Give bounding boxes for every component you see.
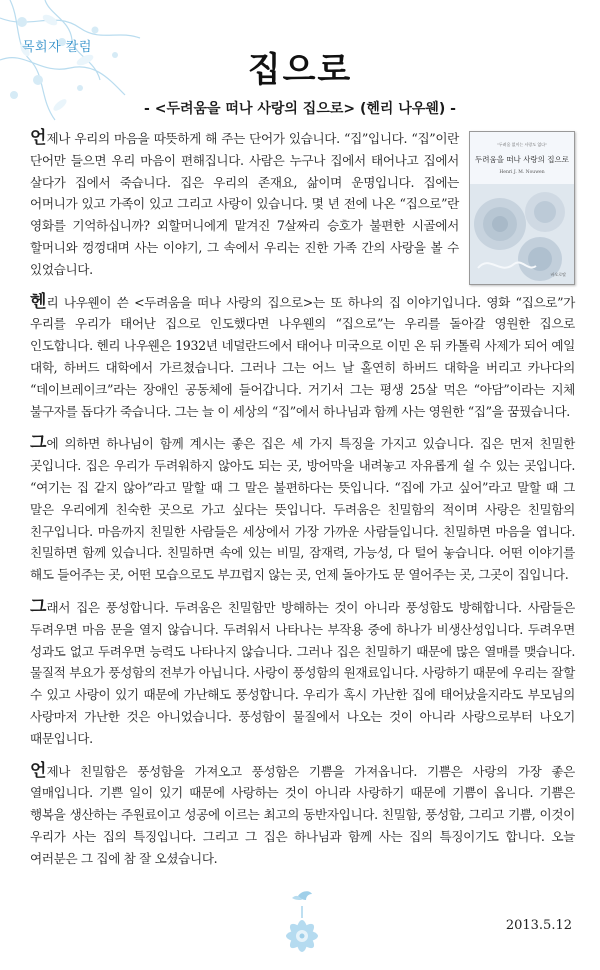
page-title: 집으로 — [247, 50, 353, 90]
article-paragraph — [30, 433, 575, 586]
column-date: 2013.5.12 — [505, 918, 572, 933]
book-cover-title: 두려움을 떠나 사랑의 집으로 — [474, 155, 570, 164]
book-cover-publisher: 바오로딸 — [550, 272, 566, 277]
column-category-label: 목회자 칼럼 — [22, 40, 92, 55]
paragraph-initial: 그 — [30, 596, 47, 617]
article-paragraph — [30, 597, 575, 750]
paragraph-initial: 언 — [30, 128, 47, 148]
bird-flower-ornament — [262, 888, 342, 970]
paragraph-text: 제나 우리의 마음을 따뜻하게 해 주는 단어가 있습니다. “집”입니다. “집”이란 단어만 들으면 우리 마음이 편해집니다. 사람은 누구나 집에서 태어나고 집에서 살다가 집에서 죽습니다. 집은 우리의 존재요, 삶이며 운명입니다. 집에는 어머니가 있고 가족이 있고 그리고 사랑이 있습니다. 몇 년 전에 나온 “집으로”란 영화를 기억하십니까? 외할머니에게 맡겨진 7살짜리 승호가 불편한 시골에서 할머니와 껑껑대며 사는 이야기, 그 속에서 우리는 진한 가족 간의 사랑을 볼 수 있었습니다. — [30, 131, 459, 277]
paragraph-text: 래서 집은 풍성합니다. 두려움은 친밀함만 방해하는 것이 아니라 풍성함도 방해합니다. 사람들은 두려우면 마음 문을 열지 않습니다. 두려워서 나타나는 부작용 중에 하나가 비생산성입니다. 두려우면 성과도 없고 두려우면 능력도 나타나지 않습니다. 그러나 집은 친밀하기 때문에 많은 열매를 맺습니다. 물질적 부요가 풍성함의 전부가 아닙니다. 사랑이 풍성함의 원재료입니다. 사랑하기 때문에 우리는 잘할 수 있고 사랑이 있기 때문에 가난해도 풍성합니다. 우리가 혹시 가난한 집에 태어났을지라도 부모님의 사랑마저 가난한 것은 아니었습니다. 풍성함이 물질에서 나오는 것이 아니라 사랑으로부터 나오기 때문입니다. — [30, 599, 575, 746]
article-paragraph — [30, 761, 575, 870]
article-body — [30, 128, 575, 881]
book-cover-rose-illustration — [470, 184, 574, 284]
paragraph-initial: 그 — [30, 433, 47, 454]
paragraph-initial: 헨 — [30, 291, 47, 312]
paragraph-text: 에 의하면 하나님이 함께 계시는 좋은 집은 세 가지 특징을 가지고 있습니다. 집은 먼저 친밀한 곳입니다. 집은 우리가 두려워하지 않아도 되는 곳, 방어막을 내려놓고 자유롭게 쉴 수 있는 곳입니다. “여기는 집 같지 않아”라고 말할 때 그 말은 불편하다는 뜻입니다. “집에 가고 싶어”라고 말할 때 그 말은 우리에게 친숙한 곳으로 가고 싶다는 뜻입니다. 두려움은 친밀함의 적이며 사랑은 친밀함의 친구입니다. 마음까지 친밀한 사람들은 세상에서 가장 가까운 사람들입니다. 친밀하면 마음을 엽니다. 친밀하면 함께 있습니다. 친밀하면 속에 있는 비밀, 잠재력, 가능성, 다 털어 놓습니다. 어떤 이야기를 해도 들어주는 곳, 어떤 모습으로도 부끄럽지 않는 곳, 언제 돌아가도 문 열어주는 곳, 그곳이 집입니다. — [30, 436, 575, 583]
paragraph-text: 리 나우웬이 쓴 <두려움을 떠나 사랑의 집으로>는 또 하나의 집 이야기입니다. 영화 “집으로”가 우리를 우리가 태어난 집으로 인도했다면 나우웬의 “집으로”는 우리를 돌아갈 영원한 집으로 인도합니다. 헨리 나우웬은 1932년 네덜란드에서 태어나 미국으로 이민 온 뒤 카톨릭 사제가 되어 예일 대학, 하버드 대학에서 가르쳤습니다. 그러나 그는 어느 날 홀연히 하버드 대학을 버리고 카나다의 “데이브레이크”라는 장애인 공동체에 들어갑니다. 거기서 그는 평생 25살 먹은 “아담”이라는 지체 불구자를 돕다가 죽습니다. 그는 늘 이 세상의 “집”에서 하나님과 함께 사는 영원한 “집”을 꿈꿨습니다. — [30, 294, 575, 419]
paragraph-text: 제나 친밀함은 풍성함을 가져오고 풍성함은 기쁨을 가져옵니다. 기쁨은 사랑의 가장 좋은 열매입니다. 기쁜 일이 있기 때문에 사랑하는 것이 아니라 사랑하기 때문에 기쁨이 옵니다. 기쁨은 행복을 생산하는 주원료이고 성공에 이르는 최고의 동반자입니다. 친밀함, 풍성함, 그리고 기쁨, 이것이 우리가 사는 집의 특징입니다. 그리고 그 집은 하나님과 함께 사는 집의 특징이기도 합니다. 오늘 여러분은 그 집에 참 잘 오셨습니다. — [30, 763, 575, 866]
page-subtitle: - <두려움을 떠나 사랑의 집으로> (헨리 나우웬) - — [144, 101, 456, 117]
book-cover-author: Henri J. M. Nouwen — [499, 170, 545, 175]
article-paragraph — [30, 292, 575, 423]
book-cover-image — [469, 131, 575, 285]
paragraph-initial: 언 — [30, 760, 47, 781]
book-cover-tagline: "두려움 없이는 사랑도 없다" — [497, 142, 547, 147]
